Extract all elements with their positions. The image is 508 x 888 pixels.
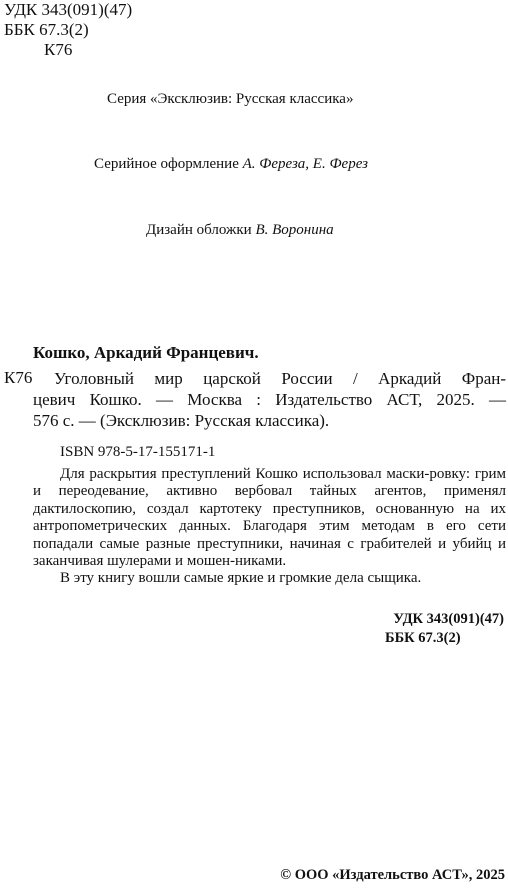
annotation-paragraph-2: В эту книгу вошли самые яркие и громкие дела сыщика. (60, 570, 422, 587)
bbk-code: ББК 67.3(2) (4, 20, 89, 39)
series-design-line (94, 155, 368, 173)
udk-code: УДК 343(091)(47) (4, 0, 133, 19)
annotation (33, 466, 506, 588)
series-line: Серия «Эксклюзив: Русская классика» (107, 91, 354, 107)
entry-line-1: Уголовный мир царской России / Аркадий Фран- (54, 369, 506, 388)
bbk-bold: ББК 67.3(2) (385, 630, 461, 646)
copyright: © ООО «Издательство АСТ», 2025 (280, 867, 505, 883)
author-heading: Кошко, Аркадий Францевич. (33, 343, 259, 362)
series-design-label: Серийное оформление (94, 156, 243, 172)
entry-line-3: 576 с. — (Эксклюзив: Русская классика). (33, 411, 330, 430)
bibliographic-entry (33, 368, 506, 431)
author-mark: К76 (44, 40, 73, 59)
entry-line-2: цевич Кошко. — Москва : Издательство АСТ, 2025. — (33, 390, 506, 409)
annotation-paragraph-1: Для раскрытия преступлений Кошко использовал маски-ровку: грим и переодевание, активно вербовал тайных агентов, применял дактилоскопию, создал картотеку преступников, основанную на их антропометрических данных. Благодаря этим методам в его сети попадали самые разные преступники, начиная с грабителей и убийц и заканчивая шулерами и мошен-никами. (33, 466, 506, 570)
series-design-names: А. Фереза, Е. Ферез (242, 156, 368, 172)
cover-design-name: В. Воронина (255, 222, 334, 238)
cover-design-line (146, 221, 334, 239)
isbn: ISBN 978-5-17-155171-1 (60, 444, 216, 460)
catalog-mark: К76 (4, 368, 33, 387)
udk-bold: УДК 343(091)(47) (393, 611, 504, 627)
cover-design-label: Дизайн обложки (146, 222, 256, 238)
